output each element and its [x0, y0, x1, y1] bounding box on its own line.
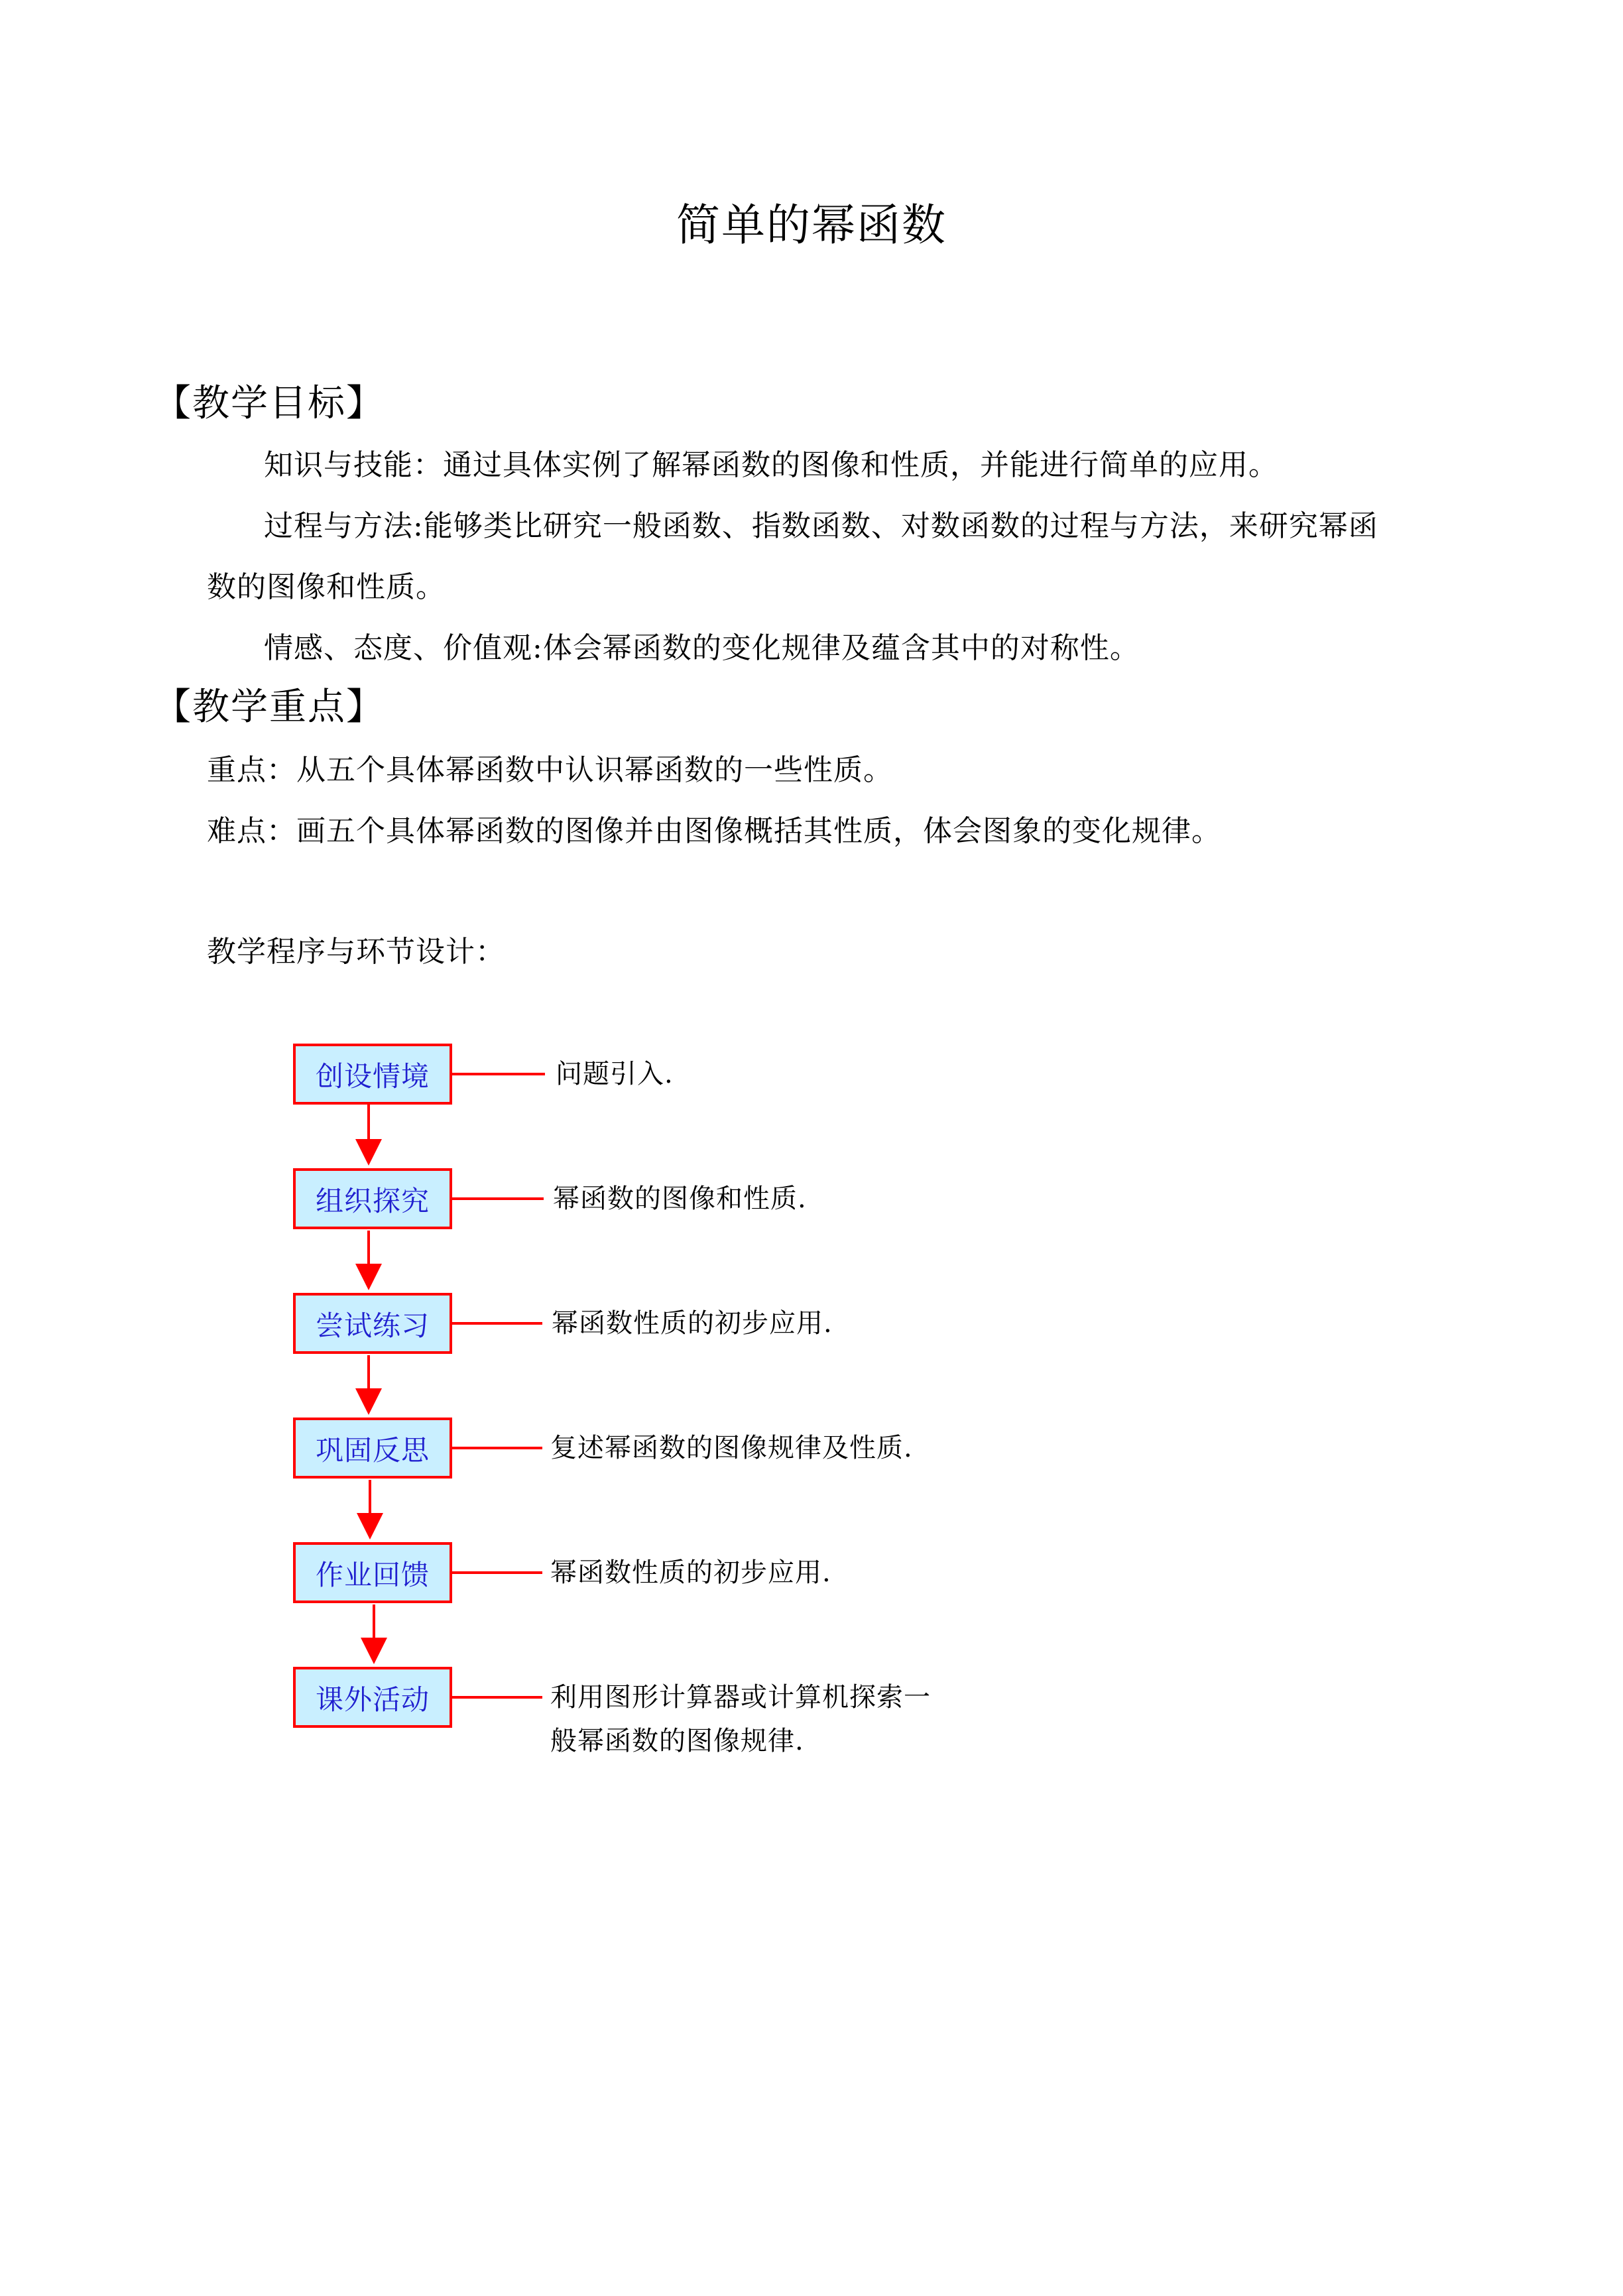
flow-step-extracurricular: 课外活动 [293, 1667, 452, 1728]
section-heading-focus: 【教学重点】 [154, 686, 385, 729]
objective-knowledge: 知识与技能：通过具体实例了解幂函数的图像和性质，并能进行简单的应用。 [264, 448, 1278, 482]
section-heading-objectives: 【教学目标】 [154, 382, 385, 425]
focus-difficulty: 难点：画五个具体幂函数的图像并由图像概括其性质，体会图象的变化规律。 [207, 814, 1221, 848]
flow-note-organize-explore: 幂函数的图像和性质. [553, 1183, 807, 1214]
flow-step-try-practice: 尝试练习 [293, 1293, 452, 1354]
flow-note-extracurricular-line2: 般幂函数的图像规律. [550, 1726, 804, 1756]
objective-process-line2: 数的图像和性质。 [207, 570, 446, 604]
flow-step-consolidate-reflect: 巩固反思 [293, 1418, 452, 1479]
flow-step-homework-feedback: 作业回馈 [293, 1542, 452, 1603]
flow-note-try-practice: 幂函数性质的初步应用. [552, 1308, 833, 1339]
flow-note-extracurricular-line1: 利用图形计算器或计算机探索一 [550, 1682, 931, 1713]
flow-step-organize-explore: 组织探究 [293, 1168, 452, 1229]
procedure-label: 教学程序与环节设计： [207, 935, 505, 969]
flow-note-homework-feedback: 幂函数性质的初步应用. [550, 1557, 831, 1588]
objective-emotion: 情感、态度、价值观:体会幂函数的变化规律及蕴含其中的对称性。 [264, 631, 1140, 665]
objective-process-line1: 过程与方法:能够类比研究一般函数、指数函数、对数函数的过程与方法，来研究幂函 [264, 509, 1378, 543]
flow-note-consolidate-reflect: 复述幂函数的图像规律及性质. [550, 1433, 913, 1463]
flow-note-create-context: 问题引入. [556, 1059, 674, 1089]
flow-step-create-context: 创设情境 [293, 1044, 452, 1105]
focus-key-point: 重点：从五个具体幂函数中认识幂函数的一些性质。 [207, 753, 893, 787]
page-title: 简单的幂函数 [676, 200, 947, 251]
